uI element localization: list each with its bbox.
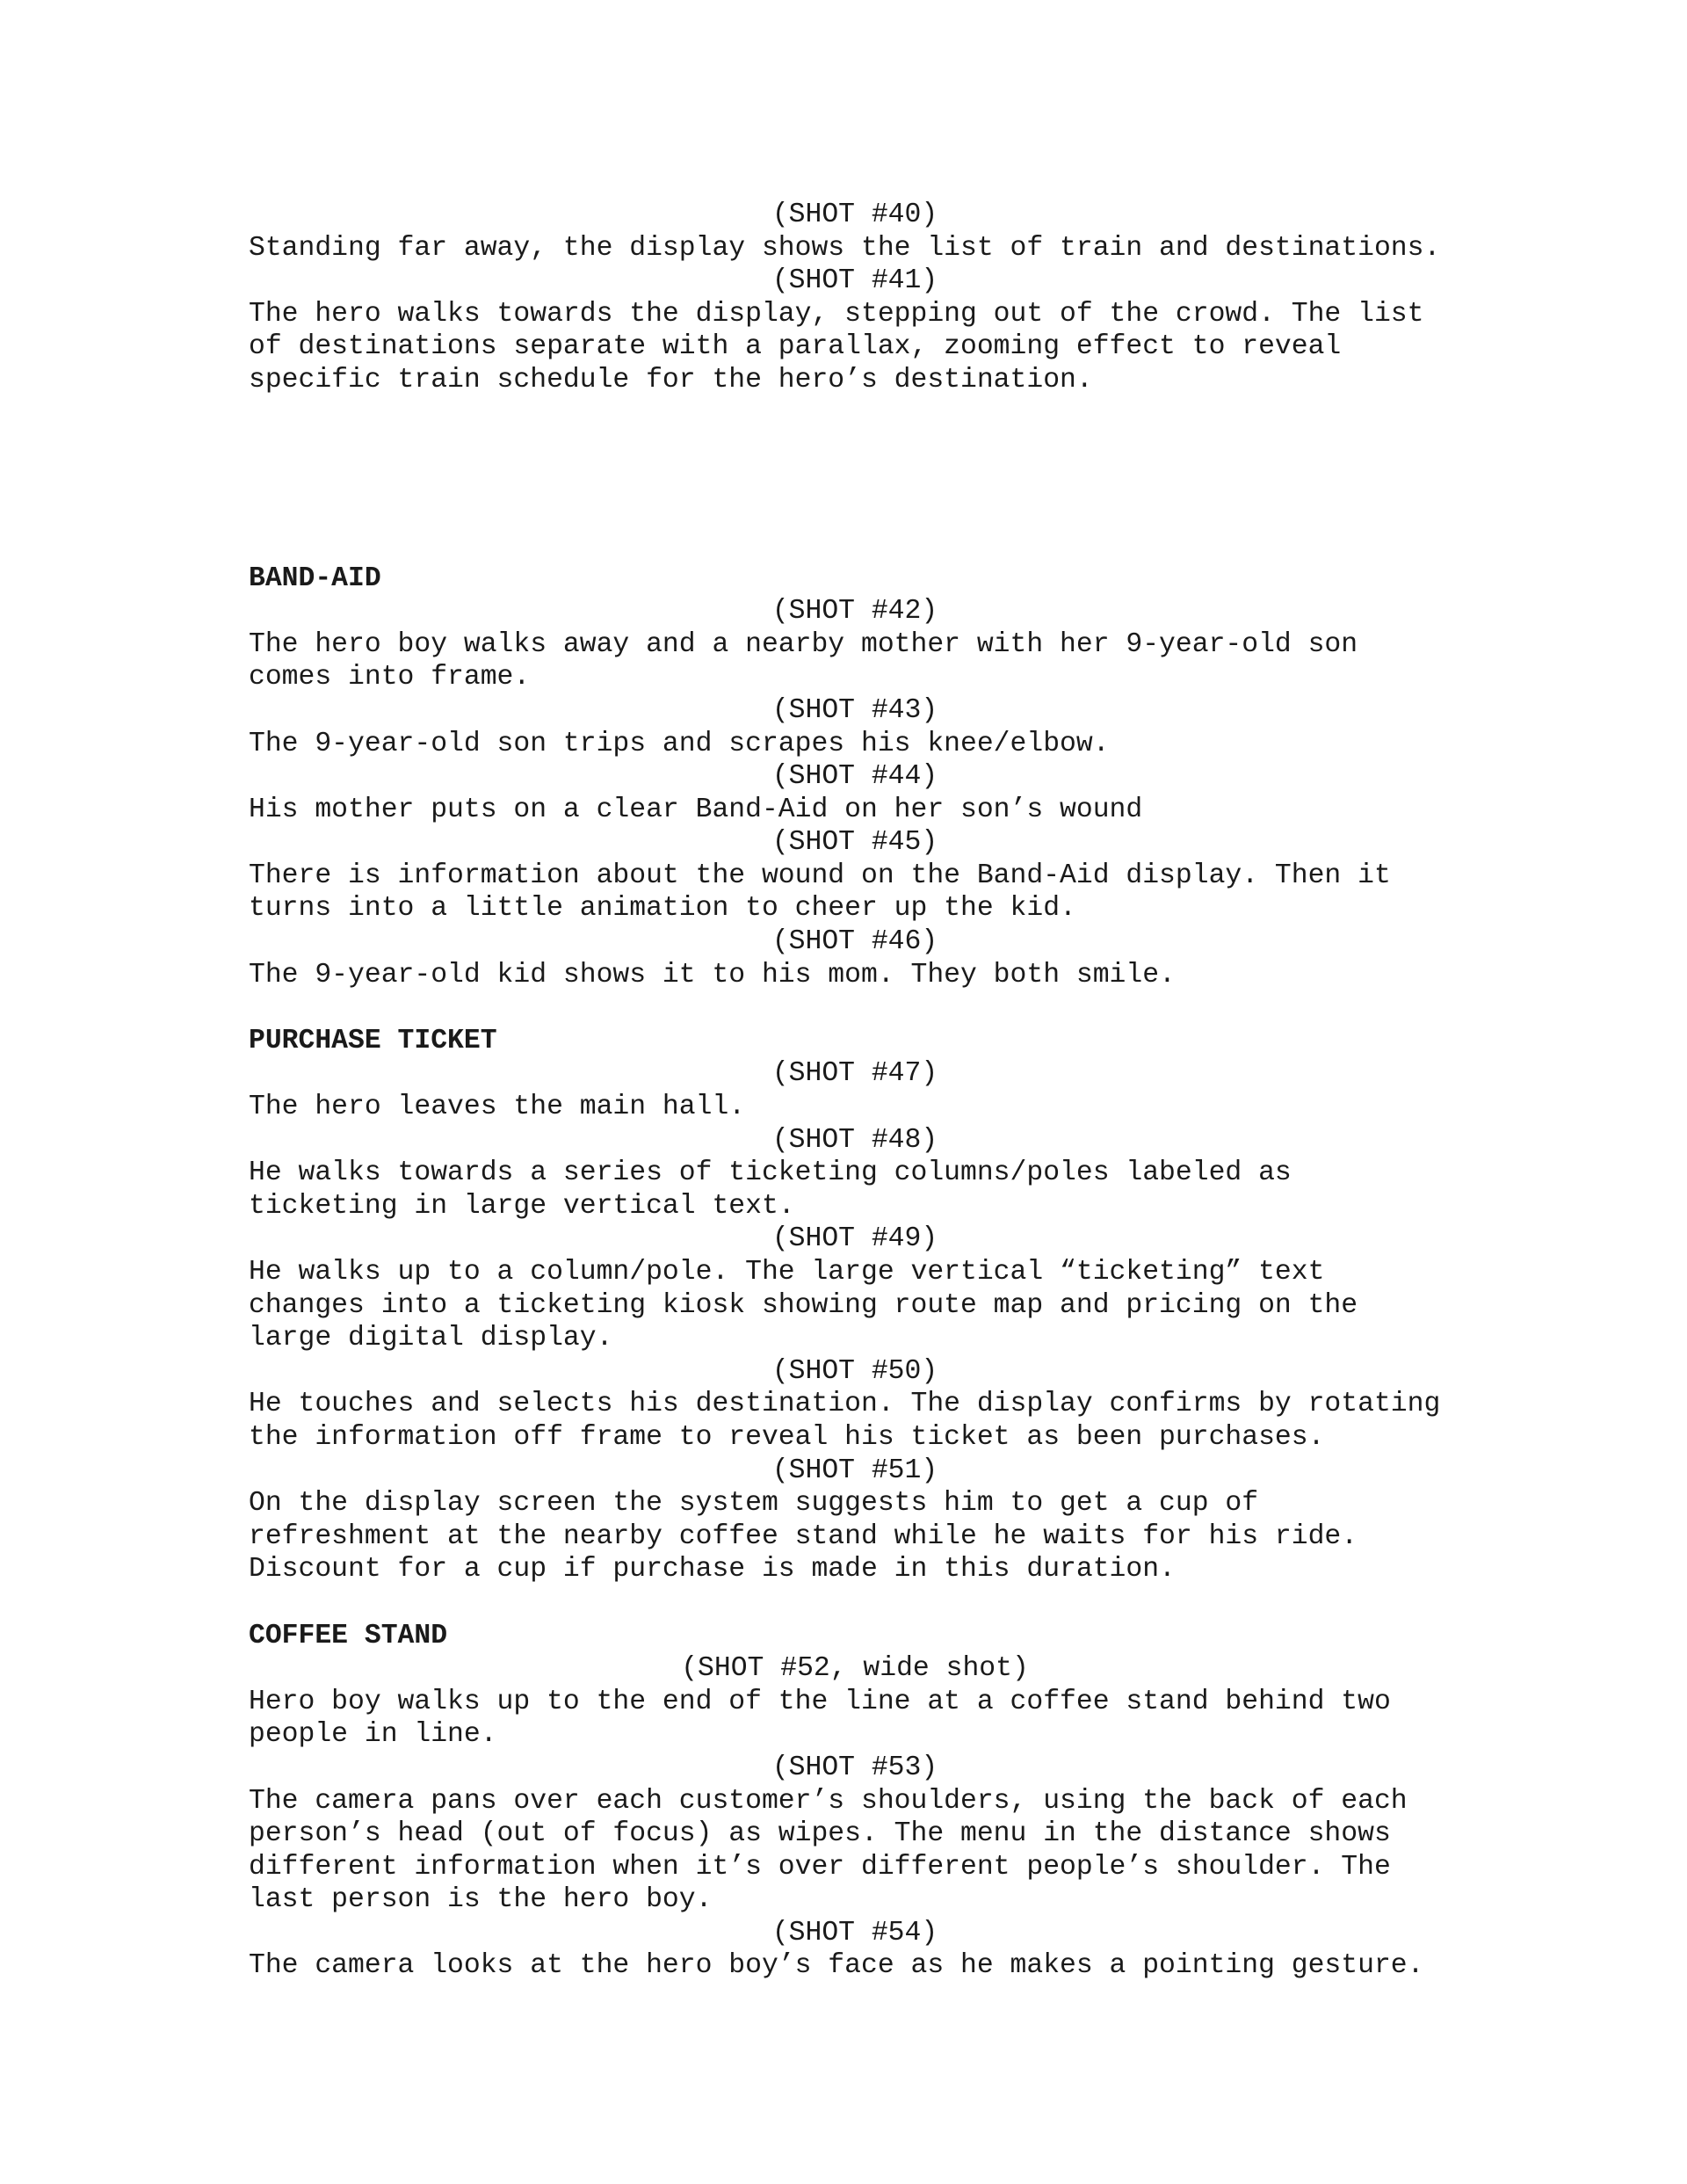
action-paragraph (249, 232, 1479, 265)
action-line: changes into a ticketing kiosk showing route map and pricing on the (249, 1289, 1358, 1321)
action-paragraph (249, 794, 1479, 827)
action-paragraph (249, 628, 1479, 694)
action-paragraph (249, 959, 1479, 992)
spacer (249, 991, 1479, 1025)
shot-label: (SHOT #41) (771, 265, 938, 297)
action-line: Discount for a cup if purchase is made in this duration. (249, 1554, 1176, 1585)
shot-label: (SHOT #54) (771, 1917, 938, 1948)
shot-label: (SHOT #51) (771, 1455, 938, 1486)
action-paragraph (249, 1949, 1479, 1983)
action-line: The camera looks at the hero boy’s face as he makes a pointing gesture. (249, 1950, 1424, 1982)
action-line: The hero boy walks away and a nearby mother with her 9-year-old son (249, 628, 1358, 660)
spacer (249, 397, 1479, 529)
spacer (249, 529, 1479, 562)
action-paragraph (249, 1785, 1479, 1917)
shot-label: (SHOT #46) (771, 926, 938, 958)
script-body (249, 199, 1479, 1983)
shot-label: (SHOT #53) (771, 1752, 938, 1783)
action-paragraph (249, 1256, 1479, 1355)
scene-heading: PURCHASE TICKET (249, 1025, 497, 1056)
shot-label: (SHOT #45) (771, 827, 938, 859)
action-line: On the display screen the system suggests him to get a cup of (249, 1488, 1259, 1520)
action-line: He walks towards a series of ticketing columns/poles labeled as (249, 1157, 1292, 1189)
action-line: last person is the hero boy. (249, 1884, 713, 1916)
action-line: ticketing in large vertical text. (249, 1190, 795, 1222)
spacer (249, 1586, 1479, 1620)
action-line: person’s head (out of focus) as wipes. The menu in the distance shows (249, 1818, 1391, 1850)
action-paragraph (249, 1091, 1479, 1124)
action-line: Standing far away, the display shows the list of train and destinations. (249, 232, 1441, 264)
shot-label: (SHOT #42) (771, 596, 938, 628)
action-paragraph (249, 1388, 1479, 1454)
shot-label: (SHOT #44) (771, 761, 938, 793)
shot-label: (SHOT #43) (771, 694, 938, 726)
action-line: He walks up to a column/pole. The large vertical “ticketing” text (249, 1257, 1325, 1288)
scene-heading: COFFEE STAND (249, 1620, 448, 1651)
action-paragraph (249, 1686, 1479, 1752)
action-line: comes into frame. (249, 662, 531, 693)
action-line: turns into a little animation to cheer up the kid. (249, 893, 1076, 925)
action-line: The 9-year-old son trips and scrapes his knee/elbow. (249, 728, 1110, 759)
action-line: large digital display. (249, 1323, 613, 1354)
action-paragraph (249, 298, 1479, 397)
scene-heading: BAND-AID (249, 562, 381, 594)
action-line: His mother puts on a clear Band-Aid on her son’s wound (249, 794, 1143, 825)
action-line: The hero leaves the main hall. (249, 1092, 746, 1123)
action-line: refreshment at the nearby coffee stand while he waits for his ride. (249, 1520, 1358, 1552)
shot-label: (SHOT #48) (771, 1124, 938, 1156)
action-line: Hero boy walks up to the end of the line at a coffee stand behind two (249, 1686, 1391, 1717)
action-line: He touches and selects his destination. The display confirms by rotating (249, 1389, 1441, 1420)
shot-label: (SHOT #52, wide shot) (681, 1653, 1029, 1685)
action-paragraph (249, 860, 1479, 925)
action-line: the information off frame to reveal his ticket as been purchases. (249, 1421, 1325, 1453)
shot-label: (SHOT #47) (771, 1058, 938, 1090)
shot-label: (SHOT #49) (771, 1223, 938, 1255)
shot-label: (SHOT #50) (771, 1355, 938, 1387)
action-line: The camera pans over each customer’s shoulders, using the back of each (249, 1785, 1408, 1817)
action-line: specific train schedule for the hero’s destination. (249, 364, 1093, 395)
action-line: The hero walks towards the display, stepping out of the crowd. The list (249, 298, 1424, 330)
action-paragraph (249, 1157, 1479, 1223)
action-line: The 9-year-old kid shows it to his mom. They both smile. (249, 959, 1176, 990)
action-paragraph (249, 1487, 1479, 1586)
action-paragraph (249, 728, 1479, 761)
shot-label: (SHOT #40) (771, 200, 938, 230)
action-line: people in line. (249, 1719, 497, 1751)
action-line: There is information about the wound on the Band-Aid display. Then it (249, 860, 1391, 891)
action-line: of destinations separate with a parallax, zooming effect to reveal (249, 331, 1342, 363)
action-line: different information when it’s over different people’s shoulder. The (249, 1851, 1391, 1883)
